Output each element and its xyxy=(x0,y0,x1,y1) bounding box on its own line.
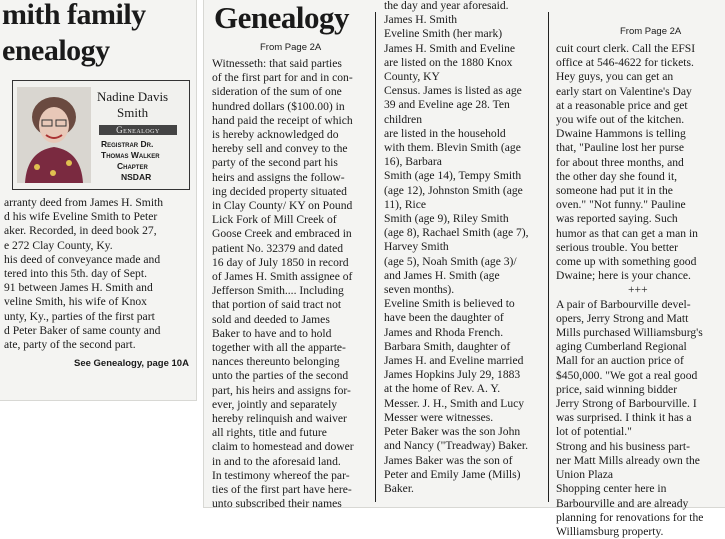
text-line: Census. James is listed as age xyxy=(384,84,522,98)
text-line: hereby relinquish and waiver xyxy=(212,412,347,426)
text-line: hand paid the receipt of which xyxy=(212,113,353,127)
text-line: (age 8), Rachael Smith (age 7), xyxy=(384,226,529,240)
text-line: Barbara Smith, daughter of xyxy=(384,339,511,353)
text-line: sold and deeded to James xyxy=(212,312,330,326)
text-line: Messer were witnesses. xyxy=(384,410,494,424)
right-clipping xyxy=(204,0,725,538)
text-line: Lick Fork of Mill Creek of xyxy=(212,213,337,227)
text-line: early start on Valentine's Day xyxy=(556,84,692,98)
author-photo xyxy=(17,87,91,183)
text-line: 11), Rice xyxy=(384,197,427,211)
byline-name-1: Nadine Davis xyxy=(97,89,169,104)
text-line: for about three months, and xyxy=(556,155,684,169)
text-line: opers, Jerry Strong and Matt xyxy=(556,311,689,325)
left-body-text xyxy=(4,196,163,352)
text-line: aker. Recorded, in deed book 27, xyxy=(4,224,157,238)
text-line: Dwaine Hammons is telling xyxy=(556,127,686,141)
text-line: of James H. Smith assignee of xyxy=(212,270,353,284)
text-line: claim to homestead and dower xyxy=(212,440,354,454)
text-line: come up with something good xyxy=(556,255,697,269)
text-line: James Baker was the son of xyxy=(384,453,513,467)
text-line: Eveline Smith is believed to xyxy=(384,297,515,311)
text-line: cuit court clerk. Call the EFSI xyxy=(556,42,696,55)
column-divider xyxy=(548,12,549,502)
text-line: of the first part for and in con- xyxy=(212,71,353,85)
text-line: seven months). xyxy=(384,283,455,297)
text-line: James H. Smith xyxy=(384,13,458,27)
text-line: his deed of conveyance made and xyxy=(4,252,161,266)
text-line: Mall for an auction price of xyxy=(556,354,684,368)
text-line: heirs and assigns the follow- xyxy=(212,170,345,184)
text-line: Hey guys, you can get an xyxy=(556,70,674,84)
text-line: (age 5), Noah Smith (age 3)/ xyxy=(384,254,517,268)
text-line: and Nancy ("Treadway) Baker. xyxy=(384,439,529,453)
text-line: Union Plaza xyxy=(556,468,613,482)
text-line: Baker. xyxy=(384,481,414,495)
text-line: the other day she found it, xyxy=(556,169,678,183)
byline-name-2: Smith xyxy=(117,105,149,120)
text-line: someone had put it in the xyxy=(556,184,673,198)
column-3 xyxy=(556,42,703,539)
text-line: aging Cumberland Regional xyxy=(556,340,687,354)
text-line: part, his heirs and assigns for- xyxy=(212,383,351,397)
from-page-label: From Page 2A xyxy=(260,42,322,53)
text-line: at a reasonable price and get xyxy=(556,98,688,112)
text-line: d Peter Baker of same county and xyxy=(4,323,161,337)
text-line: Peter and Emily Jame (Mills) xyxy=(384,467,521,481)
text-line: ties of the first part have here- xyxy=(212,483,352,497)
text-line: Strong and his business part- xyxy=(556,439,690,453)
byline-role-3: Chapter xyxy=(117,161,148,171)
text-line: sideration of the sum of one xyxy=(212,85,342,99)
text-line: you wife out of the kitchen. xyxy=(556,113,685,127)
text-line: in Clay County/ KY on Pound xyxy=(212,199,353,213)
text-line: Witnesseth: that said parties xyxy=(212,57,342,70)
text-line: tered into this 5th. day of Sept. xyxy=(4,267,147,281)
column-divider xyxy=(375,12,376,502)
text-line: Smith (age 9), Riley Smith xyxy=(384,212,509,226)
headline: Genealogy xyxy=(214,0,349,35)
text-line: unto the parties of the second xyxy=(212,369,349,383)
text-line: ner Matt Mills already own the xyxy=(556,453,700,467)
text-line: veline Smith, his wife of Knox xyxy=(4,295,147,309)
text-line: Peter Baker was the son John xyxy=(384,425,521,439)
text-line: oven." "Not funny." Pauline xyxy=(556,198,686,212)
text-line: hundred dollars ($100.00) in xyxy=(212,99,345,113)
text-line: 91 between James H. Smith and xyxy=(4,281,153,295)
text-line: was surprised. I think it has a xyxy=(556,411,692,425)
text-line: is hereby acknowledged do xyxy=(212,128,339,142)
byline-label: Genealogy xyxy=(99,125,177,135)
byline-role-1: Registrar Dr. xyxy=(101,139,154,149)
text-line: children xyxy=(384,112,422,126)
text-line: +++ xyxy=(628,283,648,297)
text-line: unto subscribed their names xyxy=(212,497,342,511)
text-line: ing decided property situated xyxy=(212,184,347,198)
text-line: office at 546-4622 for tickets. xyxy=(556,56,694,70)
text-line: humor as that can get a man in xyxy=(556,226,698,240)
text-line: serious trouble. You better xyxy=(556,240,679,254)
text-line: at the home of Rev. A. Y. xyxy=(384,382,501,396)
text-line: Goose Creek and embraced in xyxy=(212,227,352,241)
text-line: Mills purchased Williamsburg's xyxy=(556,326,703,340)
text-line: are listed in the household xyxy=(384,126,506,140)
text-line: Smith (age 14), Tempy Smith xyxy=(384,169,522,183)
text-line: with them. Blevin Smith (age xyxy=(384,141,521,155)
text-line: Shopping center here in xyxy=(556,482,667,496)
text-line: party of the second part his xyxy=(212,156,338,170)
text-line: Dwaine; here is your chance. xyxy=(556,269,691,283)
text-line: County, KY xyxy=(384,70,440,84)
text-line: hereby sell and convey to the xyxy=(212,142,348,156)
text-line: 16), Barbara xyxy=(384,155,442,169)
text-line: planning for renovations for the xyxy=(556,510,704,524)
text-line: nances thereunto belonging xyxy=(212,355,340,369)
text-line: together with all the apparte- xyxy=(212,341,346,355)
text-line: Barbourville and are already xyxy=(556,496,689,510)
text-line: James H. and Eveline married xyxy=(384,354,524,368)
text-line: Williamsburg property. xyxy=(556,524,664,538)
text-line: arranty deed from James H. Smith xyxy=(4,196,164,209)
text-line: all rights, title and future xyxy=(212,426,327,440)
text-line: Messer. J. H., Smith and Lucy xyxy=(384,396,525,410)
byline-role-4: NSDAR xyxy=(121,172,152,182)
text-line: unty, Ky., parties of the first part xyxy=(4,309,155,323)
text-line: have been the daughter of xyxy=(384,311,504,325)
column-1 xyxy=(212,57,354,512)
text-line: Harvey Smith xyxy=(384,240,449,254)
text-line: in and to the aforesaid land. xyxy=(212,454,341,468)
text-line: that portion of said tract not xyxy=(212,298,342,312)
see-reference: See Genealogy, page 10A xyxy=(74,358,189,369)
text-line: Baker to have and to hold xyxy=(212,326,332,340)
text-line: $450,000. "We got a real good xyxy=(556,368,698,382)
from-page-label-right: From Page 2A xyxy=(620,26,682,37)
text-line: was reported saying. Such xyxy=(556,212,678,226)
text-line: and James H. Smith (age xyxy=(384,268,500,282)
text-line: In testimony whereof the par- xyxy=(212,468,350,482)
column-2 xyxy=(384,0,529,496)
byline-role-2: Thomas Walker xyxy=(101,150,160,160)
text-line: ate, party of the second part. xyxy=(4,338,136,352)
text-line: A pair of Barbourville devel- xyxy=(556,297,691,311)
text-line: are listed on the 1880 Knox xyxy=(384,55,513,69)
text-line: that, "Pauline lost her purse xyxy=(556,141,685,155)
text-line: James Hopkins July 29, 1883 xyxy=(384,368,521,382)
text-line: Jefferson Smith.... Including xyxy=(212,284,344,298)
text-line: patient No. 32379 and dated xyxy=(212,241,344,255)
left-clipping xyxy=(0,0,196,400)
text-line: ever, jointly and separately xyxy=(212,397,338,411)
text-line: the day and year aforesaid. xyxy=(384,0,509,12)
text-line: 16 day of July 1850 in record xyxy=(212,255,349,269)
byline-box xyxy=(12,80,190,190)
text-line: James H. Smith and Eveline xyxy=(384,41,516,55)
text-line: (age 12), Johnston Smith (age xyxy=(384,183,523,197)
headline-line-2: enealogy xyxy=(2,34,110,67)
text-line: James and Rhoda French. xyxy=(384,325,504,339)
text-line: lot of potential." xyxy=(556,425,632,439)
text-line: 39 and Eveline age 28. Ten xyxy=(384,98,510,112)
text-line: e 272 Clay County, Ky. xyxy=(4,238,113,252)
text-line: price, said winning bidder xyxy=(556,382,678,396)
text-line: Jerry Strong of Barbourville. I xyxy=(556,397,697,411)
headline-line-1: mith family xyxy=(2,0,146,31)
text-line: d his wife Eveline Smith to Peter xyxy=(4,210,158,224)
text-line: Eveline Smith (her mark) xyxy=(384,27,503,41)
